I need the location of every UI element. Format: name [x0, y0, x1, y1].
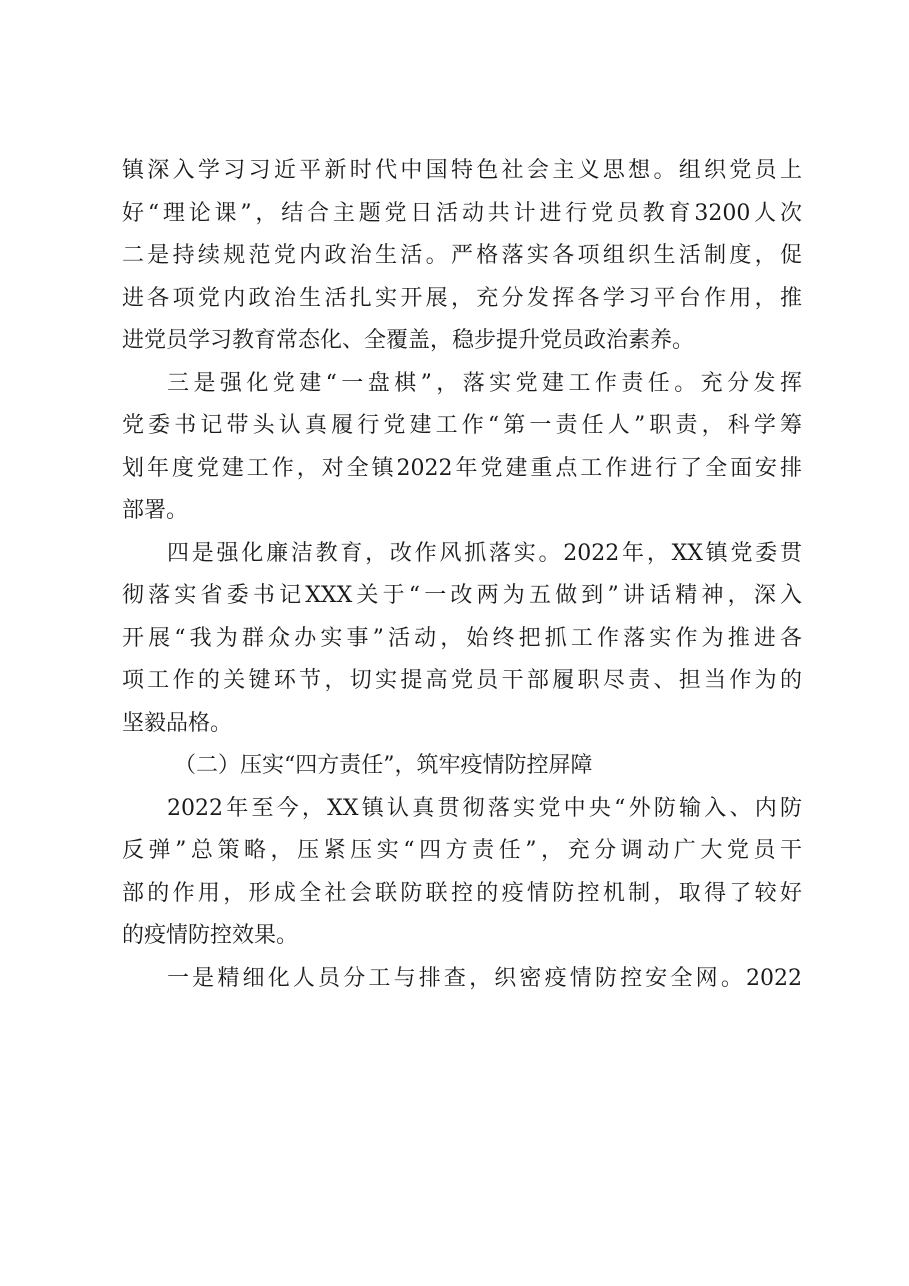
paragraph-first-line: 2022年至今，XX镇认真贯彻落实党中央“外防输入、内防 — [167, 795, 802, 821]
text-line: 坚毅品格。 — [122, 710, 233, 736]
text-line: 部署。 — [122, 498, 189, 523]
text-line: 反弹”总策略，压紧压实“四方责任”，充分调动广大党员干 — [122, 838, 802, 863]
document-body — [122, 150, 802, 1000]
text-line: 项工作的关键环节，切实提高党员干部履职尽责、担当作为的 — [122, 668, 802, 693]
text-line: 开展“我为群众办实事”活动，始终把抓工作落实作为推进各 — [122, 625, 802, 651]
text-line: 部的作用，形成全社会联防联控的疫情防控机制，取得了较好 — [122, 880, 802, 906]
text-line: 二是持续规范党内政治生活。严格落实各项组织生活制度，促 — [122, 243, 802, 268]
text-line: 彻落实省委书记XXX关于“一改两为五做到”讲话精神，深入 — [122, 583, 802, 608]
text-line: 进党员学习教育常态化、全覆盖，稳步提升党员政治素养。 — [122, 328, 695, 353]
paragraph-first-line: 三是强化党建“一盘棋”，落实党建工作责任。充分发挥 — [167, 370, 802, 396]
text-line: 的疫情防控效果。 — [122, 923, 299, 948]
section-heading: （二）压实“四方责任”，筑牢疫情防控屏障 — [174, 753, 593, 778]
text-line: 划年度党建工作，对全镇2022年党建重点工作进行了全面安排 — [122, 455, 802, 481]
text-line: 进各项党内政治生活扎实开展，充分发挥各学习平台作用，推 — [122, 285, 802, 311]
paragraph-first-line: 四是强化廉洁教育，改作风抓落实。2022年，XX镇党委贯 — [167, 540, 802, 566]
text-line: 好“理论课”，结合主题党日活动共计进行党员教育3200人次 — [122, 200, 802, 226]
text-line: 党委书记带头认真履行党建工作“第一责任人”职责，科学筹 — [122, 413, 802, 438]
paragraph-first-line: 一是精细化人员分工与排查，织密疫情防控安全网。2022 — [167, 965, 802, 991]
text-line: 镇深入学习习近平新时代中国特色社会主义思想。组织党员上 — [122, 158, 802, 183]
